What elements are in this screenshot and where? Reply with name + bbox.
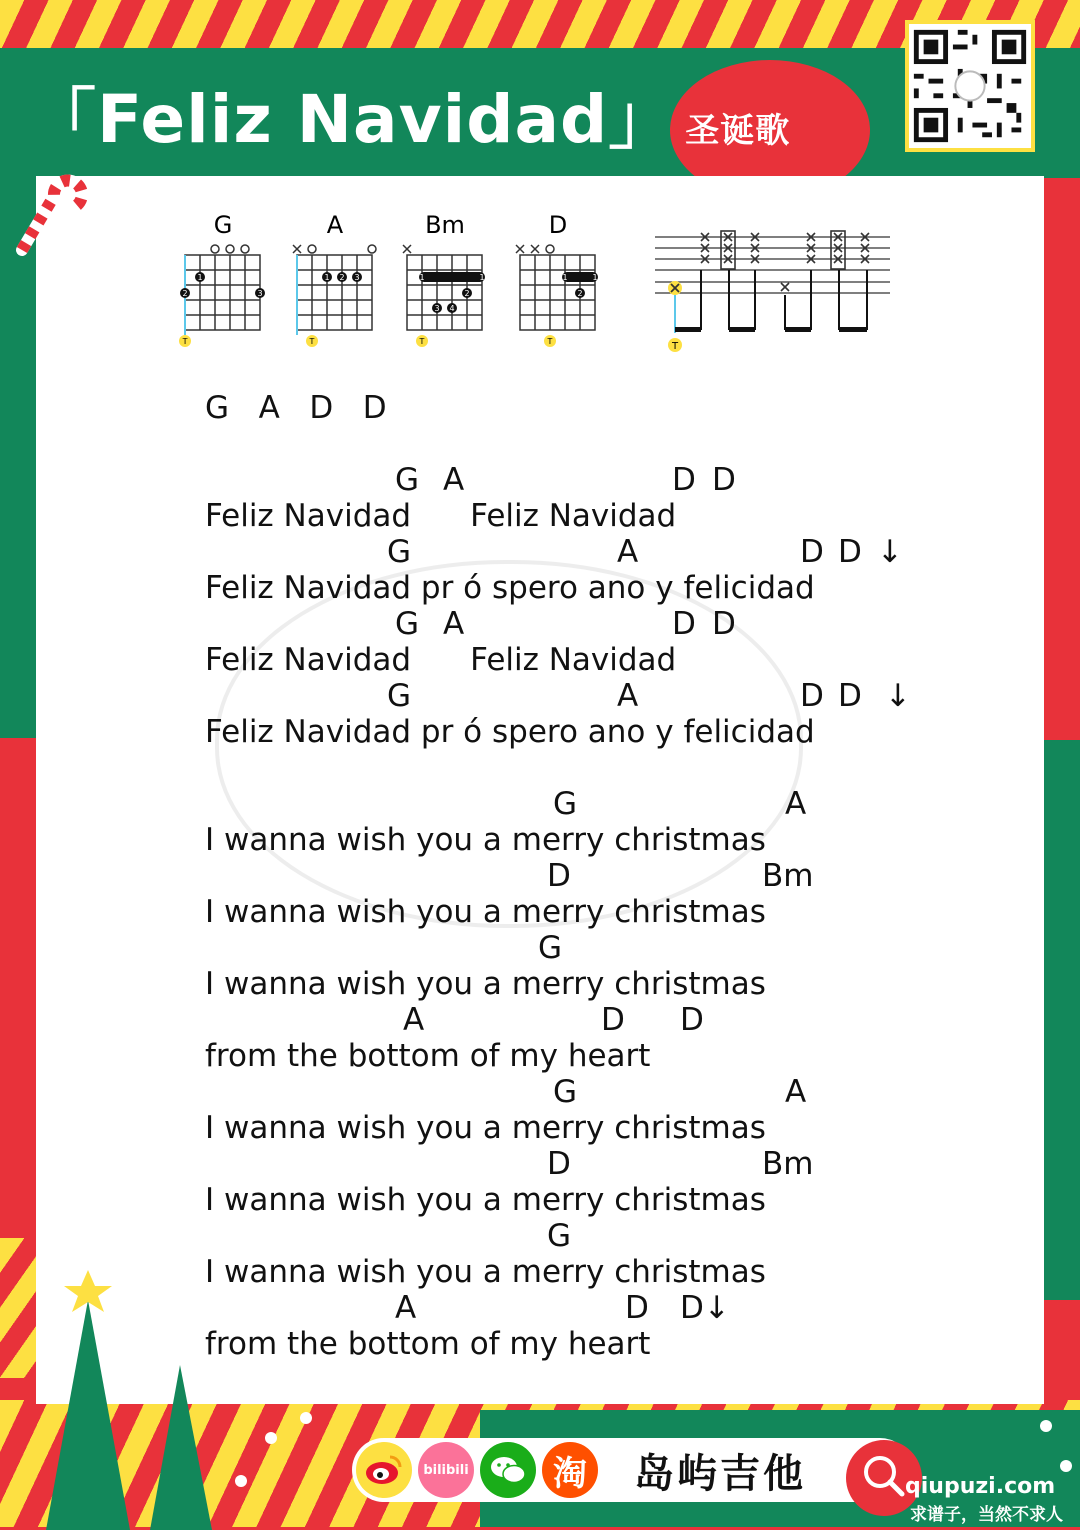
chord-symbol: D	[800, 678, 824, 714]
svg-text:A: A	[326, 211, 344, 239]
chord-diagram-a	[293, 211, 376, 347]
svg-text:Bm: Bm	[425, 211, 465, 239]
chord-symbol: A	[443, 606, 465, 642]
qr-code[interactable]	[905, 20, 1035, 152]
song-body	[205, 462, 965, 1362]
rhythm-pattern	[655, 231, 890, 352]
svg-text:1: 1	[324, 273, 330, 282]
chord-row	[205, 1074, 965, 1110]
chord-diagram-d	[516, 211, 598, 347]
page-title	[30, 66, 790, 161]
chord-row	[205, 606, 965, 642]
qr-code-icon	[909, 24, 1031, 148]
chord-symbol: ↓	[877, 534, 903, 570]
svg-text:1: 1	[562, 273, 568, 282]
svg-text:1: 1	[419, 273, 425, 282]
weibo-icon[interactable]	[356, 1442, 412, 1498]
site-url[interactable]: qiupuzi.com	[905, 1474, 1056, 1499]
chord-row	[205, 462, 965, 498]
lyric-row: I wanna wish you a merry christmas	[205, 1110, 766, 1146]
snow-dot	[235, 1475, 247, 1487]
chord-symbol: D	[680, 1002, 704, 1038]
social-bar	[352, 1438, 912, 1502]
chord-row	[205, 1218, 965, 1254]
lyric-row: I wanna wish you a merry christmas	[205, 966, 766, 1002]
lyric-row: I wanna wish you a merry christmas	[205, 1182, 766, 1218]
svg-text:2: 2	[464, 289, 470, 298]
svg-text:1: 1	[479, 273, 485, 282]
svg-text:3: 3	[257, 289, 263, 298]
right-border-green	[1044, 740, 1080, 1300]
lyric-row: Feliz Navidad Feliz Navidad	[205, 642, 677, 678]
chord-symbol: ↓	[885, 678, 911, 714]
chord-symbol: A	[785, 786, 807, 822]
chord-row	[205, 858, 965, 894]
chord-symbol: A	[785, 1074, 807, 1110]
svg-text:T: T	[547, 337, 553, 346]
chord-name: G	[213, 211, 233, 239]
svg-text:T: T	[309, 337, 315, 346]
chord-symbol: D	[625, 1290, 649, 1326]
chord-symbol: G	[553, 1074, 578, 1110]
svg-text:4: 4	[449, 304, 455, 313]
lyric-row: Feliz Navidad Feliz Navidad	[205, 498, 677, 534]
snow-dot	[265, 1432, 277, 1444]
candy-cane-icon	[8, 160, 88, 260]
lyric-row: Feliz Navidad pr ó spero ano y felicidad	[205, 570, 815, 606]
stanza-gap	[205, 750, 965, 786]
chord-symbol: D	[672, 462, 696, 498]
chord-symbol: D	[712, 606, 736, 642]
brand-name: 岛屿吉他	[634, 1451, 806, 1497]
chord-row	[205, 930, 965, 966]
chord-symbol: D	[712, 462, 736, 498]
chord-symbol: G	[538, 930, 563, 966]
chord-symbol: A	[403, 1002, 425, 1038]
bilibili-icon[interactable]: bilibili	[418, 1442, 474, 1498]
chord-diagram-bm	[403, 211, 485, 347]
chord-symbol: G	[395, 606, 420, 642]
intro-chords: G A D D	[205, 390, 387, 426]
chord-row	[205, 534, 965, 570]
lyric-row: from the bottom of my heart	[205, 1038, 651, 1074]
chord-symbol: D	[547, 1146, 571, 1182]
chord-diagram-g	[179, 211, 265, 347]
chord-sheet	[205, 390, 965, 1362]
svg-text:D: D	[548, 211, 568, 239]
svg-text:T: T	[671, 341, 679, 352]
chord-symbol: G	[395, 462, 420, 498]
snow-dot	[1060, 1460, 1072, 1472]
wechat-icon[interactable]	[480, 1442, 536, 1498]
chord-symbol: A	[617, 534, 639, 570]
chord-symbol: D	[838, 678, 862, 714]
lyric-row: I wanna wish you a merry christmas	[205, 894, 766, 930]
chord-symbol: G	[547, 1218, 572, 1254]
chord-symbol: D↓	[680, 1290, 730, 1326]
lyric-row: from the bottom of my heart	[205, 1326, 651, 1362]
chord-diagrams	[170, 205, 910, 365]
song-title: 「Feliz Navidad」	[30, 81, 676, 158]
chord-row	[205, 678, 965, 714]
chord-symbol: D	[800, 534, 824, 570]
chord-row	[205, 1290, 965, 1326]
chord-symbol: D	[601, 1002, 625, 1038]
chord-symbol: Bm	[762, 1146, 814, 1182]
svg-text:3: 3	[434, 304, 440, 313]
svg-text:1: 1	[592, 273, 598, 282]
left-border-red	[0, 738, 40, 1238]
svg-text:T: T	[182, 337, 188, 346]
chord-symbol: G	[553, 786, 578, 822]
site-slogan: 求谱子，当然不求人	[910, 1505, 1063, 1525]
chord-symbol: G	[387, 678, 412, 714]
christmas-tree-icon	[40, 1270, 240, 1530]
svg-text:1: 1	[197, 273, 203, 282]
left-border-green	[0, 178, 40, 738]
svg-text:T: T	[419, 337, 425, 346]
taobao-icon[interactable]: 淘	[542, 1442, 598, 1498]
snow-dot	[300, 1412, 312, 1424]
chord-symbol: D	[672, 606, 696, 642]
lyric-row: Feliz Navidad pr ó spero ano y felicidad	[205, 714, 815, 750]
chord-symbol: A	[443, 462, 465, 498]
snow-dot	[1040, 1420, 1052, 1432]
chord-row	[205, 1002, 965, 1038]
chord-symbol: G	[387, 534, 412, 570]
chord-symbol: A	[617, 678, 639, 714]
lyric-row: I wanna wish you a merry christmas	[205, 1254, 766, 1290]
lyric-row: I wanna wish you a merry christmas	[205, 822, 766, 858]
left-border-stripe	[0, 1238, 40, 1378]
chord-symbol: A	[395, 1290, 417, 1326]
svg-text:2: 2	[577, 289, 583, 298]
chord-symbol: Bm	[762, 858, 814, 894]
chord-row	[205, 786, 965, 822]
svg-text:3: 3	[354, 273, 360, 282]
chord-row	[205, 1146, 965, 1182]
chord-symbol: D	[838, 534, 862, 570]
song-subtitle: 圣诞歌	[685, 111, 791, 151]
svg-text:2: 2	[339, 273, 345, 282]
chord-symbol: D	[547, 858, 571, 894]
svg-text:2: 2	[182, 289, 188, 298]
